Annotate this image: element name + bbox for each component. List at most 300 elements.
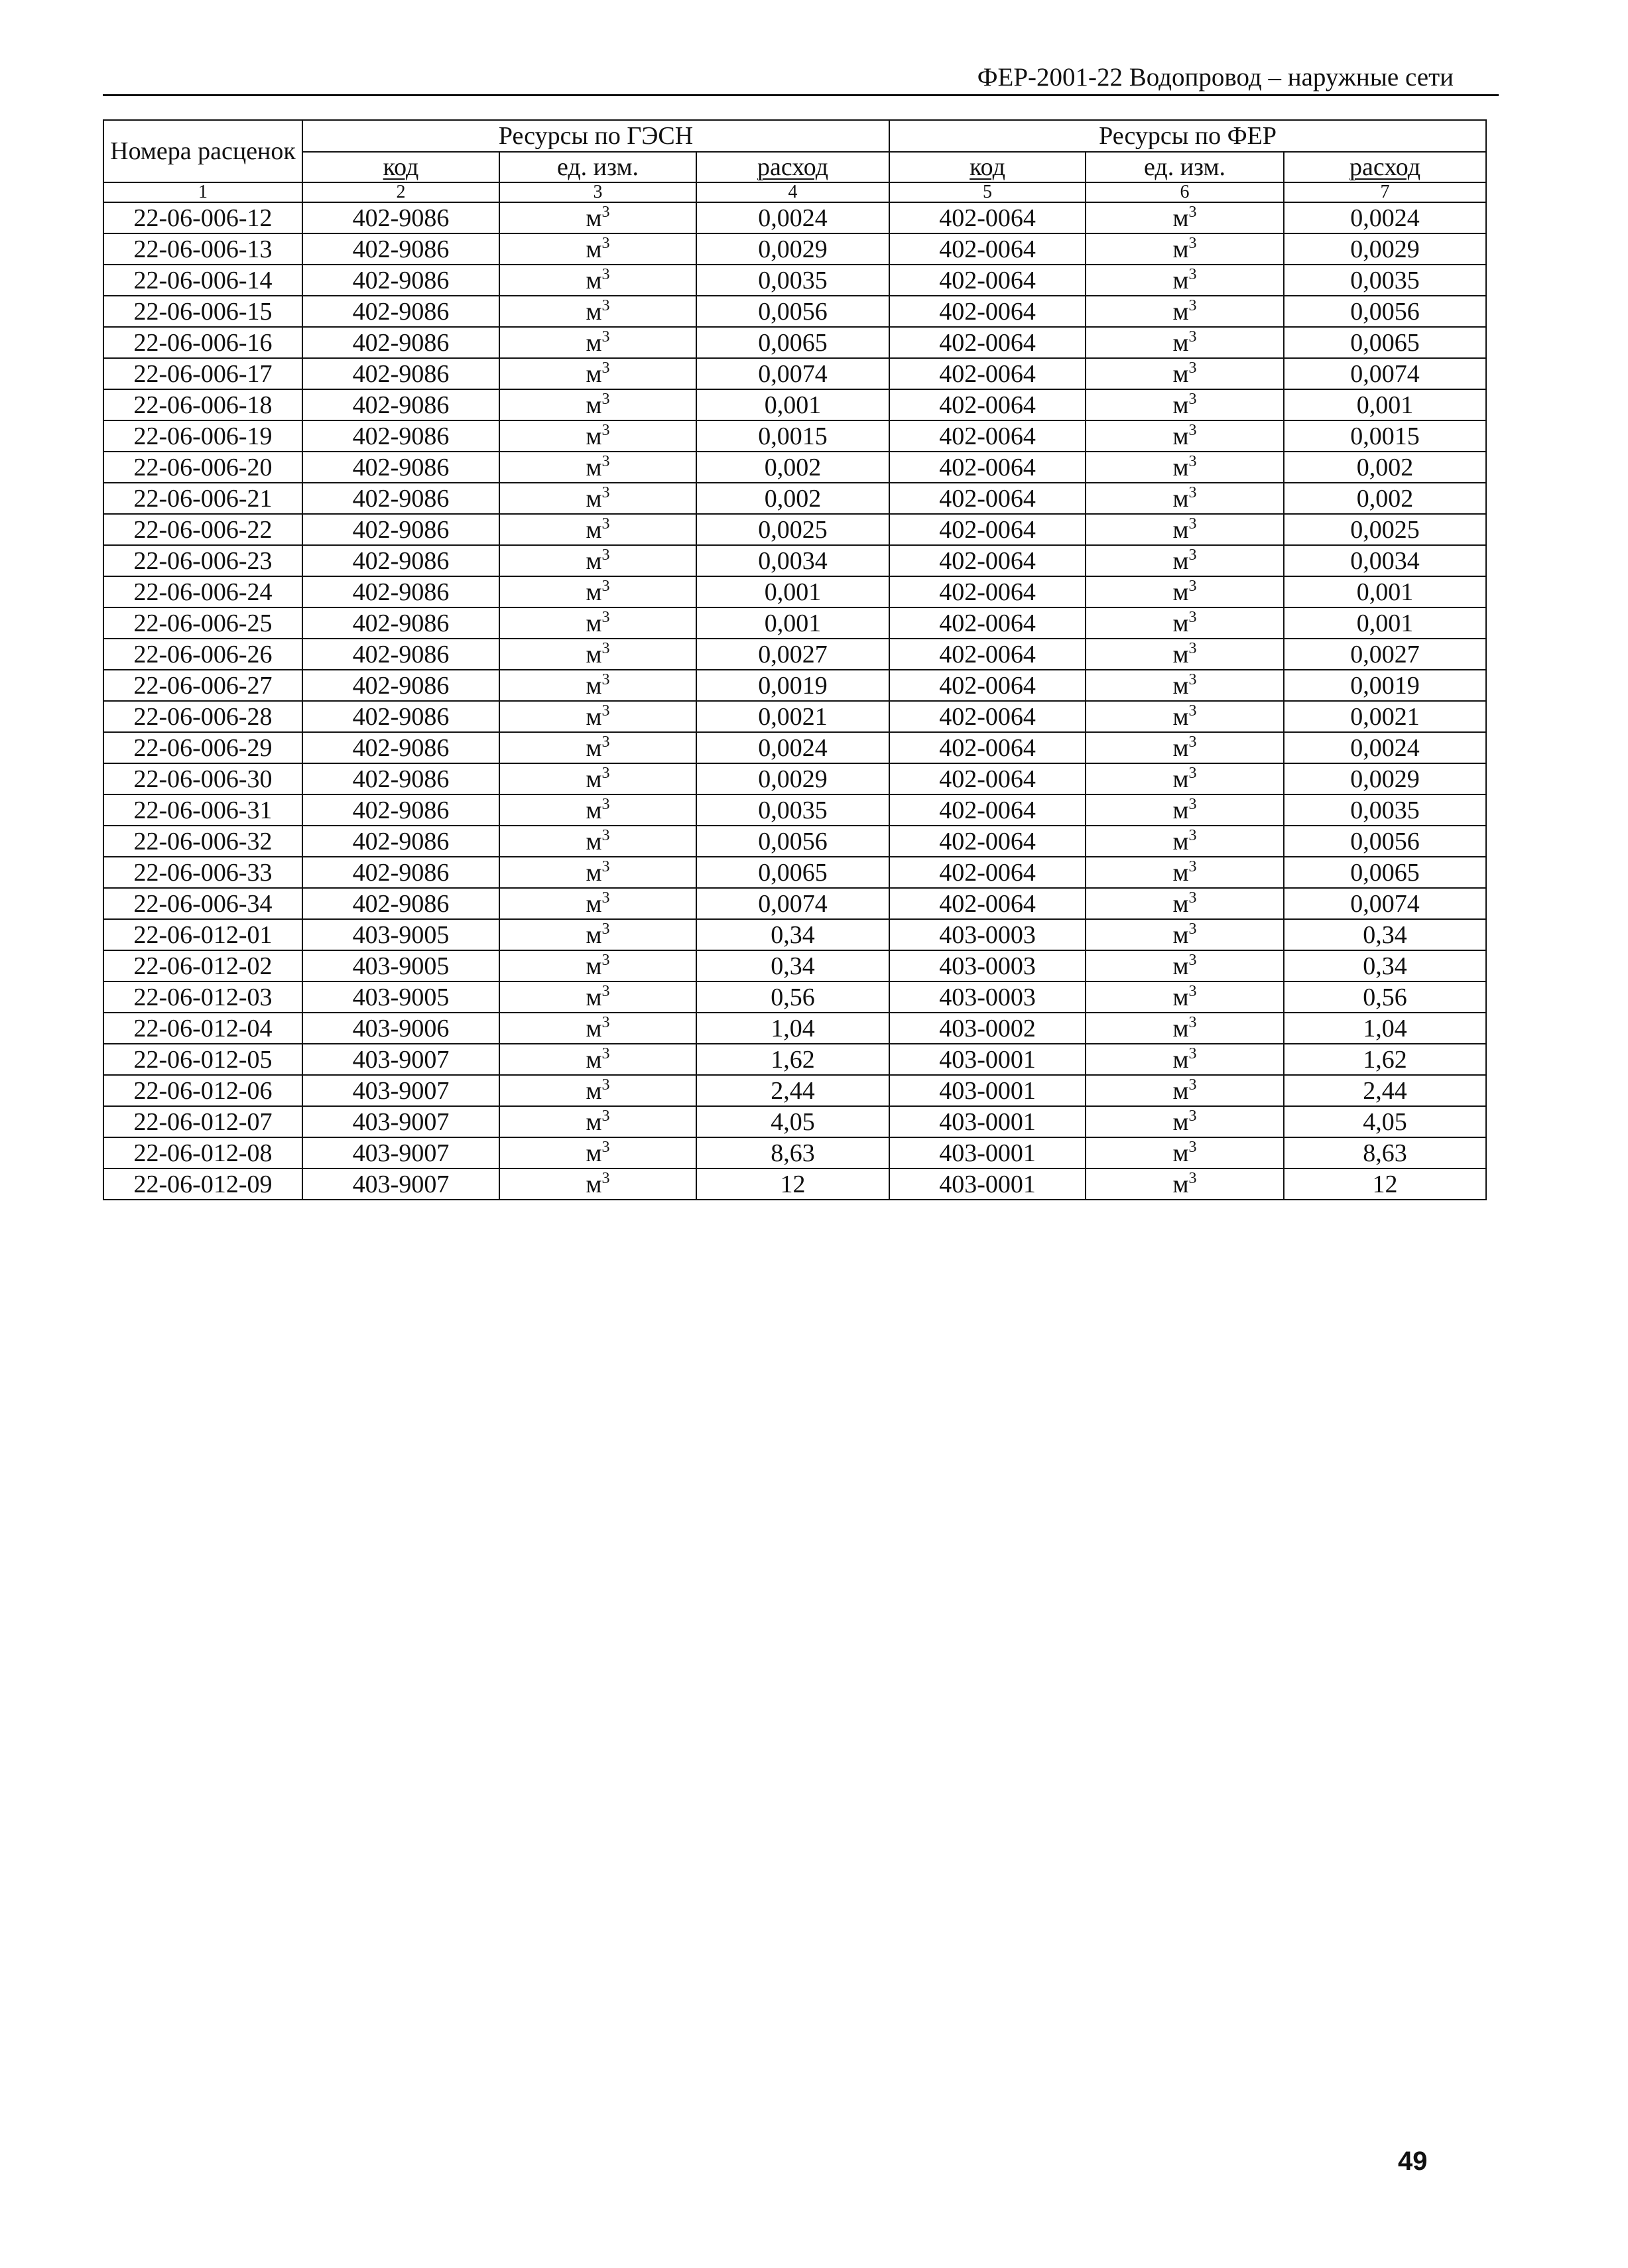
header-fer-consumption [1284, 152, 1486, 182]
rate-number-cell: 22-06-006-13 [103, 233, 302, 265]
resources-table-body [103, 120, 1486, 1200]
unit-exponent: 3 [601, 390, 610, 408]
unit-exponent: 3 [1188, 203, 1197, 221]
table-row [103, 420, 1486, 452]
fer-unit-cell [1086, 233, 1284, 265]
unit-symbol: м [586, 1014, 602, 1042]
column-number: 4 [696, 182, 889, 202]
rate-number-cell: 22-06-006-12 [103, 202, 302, 233]
unit-symbol: м [1172, 359, 1189, 388]
unit-symbol: м [1172, 796, 1189, 824]
unit-exponent: 3 [601, 608, 610, 626]
unit-exponent: 3 [1188, 1169, 1197, 1187]
table-row [103, 732, 1486, 763]
header-fer-unit-label: ед. изм. [1144, 153, 1226, 181]
fer-consumption-cell: 0,0074 [1284, 888, 1486, 919]
table-row [103, 1044, 1486, 1075]
gesn-unit-cell [499, 919, 696, 950]
unit-symbol: м [1172, 266, 1189, 294]
column-number: 7 [1284, 182, 1486, 202]
unit-exponent: 3 [1188, 889, 1197, 907]
table-row [103, 981, 1486, 1013]
unit-symbol: м [586, 391, 602, 419]
gesn-unit-cell [499, 701, 696, 732]
unit-exponent: 3 [1188, 920, 1197, 938]
gesn-code-cell: 402-9086 [302, 670, 499, 701]
fer-code-cell: 403-0001 [889, 1168, 1086, 1200]
rate-number-cell: 22-06-006-32 [103, 826, 302, 857]
rate-number-cell: 22-06-012-04 [103, 1013, 302, 1044]
gesn-code-cell: 402-9086 [302, 576, 499, 607]
fer-unit-cell [1086, 732, 1284, 763]
table-row [103, 358, 1486, 389]
gesn-consumption-cell: 0,0035 [696, 265, 889, 296]
rate-number-cell: 22-06-006-24 [103, 576, 302, 607]
fer-unit-cell [1086, 888, 1284, 919]
fer-consumption-cell: 0,002 [1284, 452, 1486, 483]
fer-consumption-cell: 0,002 [1284, 483, 1486, 514]
unit-exponent: 3 [601, 826, 610, 844]
unit-symbol: м [586, 765, 602, 793]
unit-symbol: м [586, 266, 602, 294]
fer-consumption-cell: 0,0056 [1284, 296, 1486, 327]
gesn-unit-cell [499, 857, 696, 888]
unit-exponent: 3 [601, 234, 610, 252]
gesn-code-cell: 403-9005 [302, 919, 499, 950]
unit-exponent: 3 [601, 1107, 610, 1125]
fer-consumption-cell: 0,0024 [1284, 732, 1486, 763]
unit-symbol: м [1172, 328, 1189, 357]
unit-exponent: 3 [1188, 982, 1197, 1000]
fer-consumption-cell: 0,001 [1284, 576, 1486, 607]
rate-number-cell: 22-06-006-34 [103, 888, 302, 919]
unit-symbol: м [1172, 858, 1189, 887]
table-row [103, 888, 1486, 919]
gesn-consumption-cell: 0,0074 [696, 358, 889, 389]
gesn-code-cell: 402-9086 [302, 639, 499, 670]
fer-consumption-cell: 0,0034 [1284, 545, 1486, 576]
gesn-code-cell: 402-9086 [302, 826, 499, 857]
gesn-unit-cell [499, 794, 696, 826]
unit-symbol: м [586, 328, 602, 357]
gesn-consumption-cell: 0,001 [696, 576, 889, 607]
gesn-consumption-cell: 0,56 [696, 981, 889, 1013]
unit-exponent: 3 [601, 795, 610, 813]
unit-exponent: 3 [1188, 670, 1197, 688]
gesn-code-cell: 402-9086 [302, 857, 499, 888]
unit-symbol: м [586, 640, 602, 668]
fer-unit-cell [1086, 358, 1284, 389]
unit-symbol: м [586, 671, 602, 700]
unit-exponent: 3 [1188, 546, 1197, 564]
gesn-unit-cell [499, 296, 696, 327]
unit-symbol: м [1172, 920, 1189, 949]
unit-symbol: м [586, 952, 602, 980]
rate-number-cell: 22-06-012-09 [103, 1168, 302, 1200]
fer-consumption-cell: 0,0065 [1284, 327, 1486, 358]
unit-symbol: м [1172, 204, 1189, 232]
gesn-consumption-cell: 8,63 [696, 1137, 889, 1168]
fer-unit-cell [1086, 701, 1284, 732]
gesn-consumption-cell: 0,0027 [696, 639, 889, 670]
rate-number-cell: 22-06-012-08 [103, 1137, 302, 1168]
gesn-unit-cell [499, 202, 696, 233]
fer-unit-cell [1086, 794, 1284, 826]
gesn-unit-cell [499, 389, 696, 420]
unit-symbol: м [1172, 765, 1189, 793]
fer-consumption-cell: 0,0056 [1284, 826, 1486, 857]
gesn-unit-cell [499, 1137, 696, 1168]
column-number: 2 [302, 182, 499, 202]
table-row [103, 233, 1486, 265]
unit-symbol: м [1172, 702, 1189, 731]
unit-symbol: м [1172, 1045, 1189, 1074]
unit-symbol: м [1172, 1170, 1189, 1198]
gesn-unit-cell [499, 888, 696, 919]
table-row [103, 389, 1486, 420]
rate-number-cell: 22-06-006-27 [103, 670, 302, 701]
table-row [103, 857, 1486, 888]
column-number: 1 [103, 182, 302, 202]
rate-number-cell: 22-06-006-20 [103, 452, 302, 483]
table-row [103, 794, 1486, 826]
gesn-consumption-cell: 0,0056 [696, 296, 889, 327]
fer-unit-cell [1086, 763, 1284, 794]
unit-exponent: 3 [1188, 390, 1197, 408]
gesn-consumption-cell: 0,34 [696, 919, 889, 950]
unit-symbol: м [1172, 1139, 1189, 1167]
fer-consumption-cell: 4,05 [1284, 1106, 1486, 1137]
gesn-code-cell: 403-9007 [302, 1168, 499, 1200]
fer-consumption-cell: 0,34 [1284, 950, 1486, 981]
unit-exponent: 3 [601, 452, 610, 470]
unit-symbol: м [586, 889, 602, 918]
header-row-groups [103, 120, 1486, 152]
header-group-gesn: Ресурсы по ГЭСН [302, 120, 889, 152]
unit-symbol: м [586, 827, 602, 855]
fer-unit-cell [1086, 296, 1284, 327]
rate-number-cell: 22-06-006-31 [103, 794, 302, 826]
unit-exponent: 3 [601, 328, 610, 346]
table-row [103, 919, 1486, 950]
rate-number-cell: 22-06-006-14 [103, 265, 302, 296]
gesn-consumption-cell: 0,0065 [696, 327, 889, 358]
fer-code-cell: 402-0064 [889, 483, 1086, 514]
unit-symbol: м [1172, 827, 1189, 855]
fer-unit-cell [1086, 545, 1284, 576]
unit-symbol: м [1172, 297, 1189, 326]
gesn-code-cell: 402-9086 [302, 327, 499, 358]
gesn-unit-cell [499, 483, 696, 514]
fer-unit-cell [1086, 202, 1284, 233]
table-row [103, 950, 1486, 981]
gesn-unit-cell [499, 639, 696, 670]
gesn-code-cell: 403-9007 [302, 1075, 499, 1106]
unit-exponent: 3 [1188, 1076, 1197, 1094]
unit-exponent: 3 [1188, 857, 1197, 875]
table-row [103, 1137, 1486, 1168]
table-row [103, 483, 1486, 514]
unit-exponent: 3 [601, 1013, 610, 1031]
unit-exponent: 3 [601, 1138, 610, 1156]
fer-code-cell: 402-0064 [889, 233, 1086, 265]
gesn-consumption-cell: 0,0065 [696, 857, 889, 888]
fer-code-cell: 402-0064 [889, 888, 1086, 919]
gesn-consumption-cell: 0,0024 [696, 732, 889, 763]
table-row [103, 576, 1486, 607]
fer-unit-cell [1086, 483, 1284, 514]
table-row [103, 639, 1486, 670]
fer-code-cell: 402-0064 [889, 701, 1086, 732]
unit-symbol: м [586, 920, 602, 949]
unit-exponent: 3 [601, 1076, 610, 1094]
fer-consumption-cell: 0,0035 [1284, 265, 1486, 296]
unit-symbol: м [1172, 889, 1189, 918]
gesn-code-cell: 402-9086 [302, 452, 499, 483]
unit-symbol: м [586, 546, 602, 575]
unit-symbol: м [586, 484, 602, 513]
column-number: 3 [499, 182, 696, 202]
gesn-code-cell: 402-9086 [302, 389, 499, 420]
gesn-consumption-cell: 1,04 [696, 1013, 889, 1044]
rate-number-cell: 22-06-006-26 [103, 639, 302, 670]
fer-code-cell: 403-0003 [889, 950, 1086, 981]
unit-symbol: м [586, 796, 602, 824]
rate-number-cell: 22-06-006-23 [103, 545, 302, 576]
gesn-code-cell: 402-9086 [302, 701, 499, 732]
fer-consumption-cell: 0,0021 [1284, 701, 1486, 732]
unit-exponent: 3 [1188, 608, 1197, 626]
unit-exponent: 3 [601, 1169, 610, 1187]
gesn-unit-cell [499, 420, 696, 452]
table-row [103, 452, 1486, 483]
table-row [103, 607, 1486, 639]
rate-number-cell: 22-06-006-28 [103, 701, 302, 732]
unit-exponent: 3 [601, 857, 610, 875]
table-row [103, 202, 1486, 233]
fer-code-cell: 402-0064 [889, 545, 1086, 576]
gesn-consumption-cell: 0,34 [696, 950, 889, 981]
fer-unit-cell [1086, 452, 1284, 483]
unit-exponent: 3 [1188, 1107, 1197, 1125]
table-row [103, 545, 1486, 576]
rate-number-cell: 22-06-012-01 [103, 919, 302, 950]
gesn-code-cell: 402-9086 [302, 888, 499, 919]
fer-unit-cell [1086, 857, 1284, 888]
gesn-unit-cell [499, 1106, 696, 1137]
unit-symbol: м [586, 1107, 602, 1136]
table-row [103, 826, 1486, 857]
gesn-code-cell: 402-9086 [302, 732, 499, 763]
unit-exponent: 3 [1188, 421, 1197, 439]
table-row [103, 265, 1486, 296]
fer-unit-cell [1086, 420, 1284, 452]
gesn-code-cell: 402-9086 [302, 358, 499, 389]
unit-symbol: м [586, 983, 602, 1011]
fer-unit-cell [1086, 1137, 1284, 1168]
fer-unit-cell [1086, 919, 1284, 950]
header-gesn-unit-label: ед. изм. [556, 153, 639, 181]
unit-symbol: м [586, 1170, 602, 1198]
unit-symbol: м [586, 359, 602, 388]
unit-exponent: 3 [1188, 577, 1197, 595]
fer-code-cell: 402-0064 [889, 732, 1086, 763]
unit-exponent: 3 [601, 889, 610, 907]
fer-code-cell: 402-0064 [889, 358, 1086, 389]
unit-exponent: 3 [1188, 1044, 1197, 1062]
unit-symbol: м [586, 453, 602, 481]
fer-code-cell: 402-0064 [889, 296, 1086, 327]
rate-number-cell: 22-06-006-21 [103, 483, 302, 514]
gesn-code-cell: 403-9005 [302, 981, 499, 1013]
unit-exponent: 3 [601, 639, 610, 657]
fer-consumption-cell: 0,0065 [1284, 857, 1486, 888]
gesn-code-cell: 402-9086 [302, 763, 499, 794]
fer-consumption-cell: 0,0024 [1284, 202, 1486, 233]
header-row-subcolumns [103, 152, 1486, 182]
gesn-consumption-cell: 12 [696, 1168, 889, 1200]
gesn-code-cell: 402-9086 [302, 607, 499, 639]
column-number: 5 [889, 182, 1086, 202]
fer-consumption-cell: 0,0074 [1284, 358, 1486, 389]
fer-consumption-cell: 8,63 [1284, 1137, 1486, 1168]
header-fer-code-label: код [970, 153, 1005, 181]
unit-symbol: м [586, 204, 602, 232]
unit-symbol: м [1172, 1076, 1189, 1105]
fer-unit-cell [1086, 607, 1284, 639]
table-row [103, 296, 1486, 327]
gesn-unit-cell [499, 545, 696, 576]
gesn-code-cell: 402-9086 [302, 514, 499, 545]
fer-consumption-cell: 2,44 [1284, 1075, 1486, 1106]
unit-symbol: м [1172, 733, 1189, 762]
unit-exponent: 3 [601, 515, 610, 533]
gesn-code-cell: 403-9006 [302, 1013, 499, 1044]
fer-consumption-cell: 0,56 [1284, 981, 1486, 1013]
unit-exponent: 3 [601, 733, 610, 751]
gesn-unit-cell [499, 327, 696, 358]
unit-symbol: м [586, 858, 602, 887]
gesn-consumption-cell: 0,002 [696, 483, 889, 514]
unit-exponent: 3 [1188, 733, 1197, 751]
unit-symbol: м [586, 578, 602, 606]
table-row [103, 514, 1486, 545]
table-row [103, 763, 1486, 794]
fer-code-cell: 402-0064 [889, 389, 1086, 420]
table-row [103, 1106, 1486, 1137]
unit-exponent: 3 [601, 920, 610, 938]
table-row [103, 701, 1486, 732]
gesn-unit-cell [499, 514, 696, 545]
gesn-consumption-cell: 0,0035 [696, 794, 889, 826]
unit-exponent: 3 [601, 265, 610, 283]
fer-consumption-cell: 0,0015 [1284, 420, 1486, 452]
unit-exponent: 3 [1188, 764, 1197, 782]
fer-code-cell: 402-0064 [889, 327, 1086, 358]
gesn-consumption-cell: 0,0029 [696, 763, 889, 794]
fer-code-cell: 402-0064 [889, 794, 1086, 826]
unit-exponent: 3 [601, 670, 610, 688]
gesn-unit-cell [499, 607, 696, 639]
column-number: 6 [1086, 182, 1284, 202]
rate-number-cell: 22-06-006-25 [103, 607, 302, 639]
unit-symbol: м [586, 702, 602, 731]
header-gesn-code [302, 152, 499, 182]
fer-consumption-cell: 0,0025 [1284, 514, 1486, 545]
unit-exponent: 3 [1188, 452, 1197, 470]
gesn-unit-cell [499, 358, 696, 389]
fer-code-cell: 402-0064 [889, 670, 1086, 701]
header-row-column-numbers [103, 182, 1486, 202]
fer-consumption-cell: 0,001 [1284, 389, 1486, 420]
unit-symbol: м [1172, 1014, 1189, 1042]
unit-symbol: м [1172, 952, 1189, 980]
rate-number-cell: 22-06-012-02 [103, 950, 302, 981]
unit-exponent: 3 [601, 359, 610, 377]
fer-consumption-cell: 0,001 [1284, 607, 1486, 639]
gesn-code-cell: 402-9086 [302, 483, 499, 514]
gesn-unit-cell [499, 826, 696, 857]
fer-code-cell: 403-0003 [889, 919, 1086, 950]
unit-exponent: 3 [601, 577, 610, 595]
rate-number-cell: 22-06-012-03 [103, 981, 302, 1013]
gesn-consumption-cell: 0,002 [696, 452, 889, 483]
fer-unit-cell [1086, 389, 1284, 420]
rate-number-cell: 22-06-006-18 [103, 389, 302, 420]
gesn-unit-cell [499, 1013, 696, 1044]
rate-number-cell: 22-06-006-16 [103, 327, 302, 358]
running-header [103, 61, 1499, 96]
unit-symbol: м [1172, 640, 1189, 668]
fer-unit-cell [1086, 327, 1284, 358]
unit-exponent: 3 [601, 1044, 610, 1062]
fer-consumption-cell: 0,0029 [1284, 763, 1486, 794]
fer-consumption-cell: 0,0027 [1284, 639, 1486, 670]
gesn-unit-cell [499, 265, 696, 296]
fer-code-cell: 403-0001 [889, 1137, 1086, 1168]
gesn-unit-cell [499, 670, 696, 701]
table-row [103, 1013, 1486, 1044]
unit-symbol: м [1172, 983, 1189, 1011]
rate-number-cell: 22-06-006-29 [103, 732, 302, 763]
rate-number-cell: 22-06-006-22 [103, 514, 302, 545]
fer-code-cell: 403-0002 [889, 1013, 1086, 1044]
gesn-code-cell: 403-9007 [302, 1044, 499, 1075]
unit-symbol: м [1172, 391, 1189, 419]
gesn-consumption-cell: 0,0024 [696, 202, 889, 233]
rate-number-cell: 22-06-012-06 [103, 1075, 302, 1106]
gesn-code-cell: 403-9007 [302, 1106, 499, 1137]
rate-number-cell: 22-06-006-30 [103, 763, 302, 794]
gesn-consumption-cell: 0,0025 [696, 514, 889, 545]
unit-exponent: 3 [1188, 1138, 1197, 1156]
gesn-code-cell: 402-9086 [302, 420, 499, 452]
header-gesn-consumption-label: расход [757, 153, 829, 181]
gesn-unit-cell [499, 950, 696, 981]
rate-number-cell: 22-06-006-15 [103, 296, 302, 327]
gesn-code-cell: 402-9086 [302, 794, 499, 826]
fer-unit-cell [1086, 1044, 1284, 1075]
gesn-consumption-cell: 0,001 [696, 389, 889, 420]
fer-code-cell: 402-0064 [889, 452, 1086, 483]
unit-symbol: м [586, 235, 602, 263]
gesn-consumption-cell: 1,62 [696, 1044, 889, 1075]
unit-exponent: 3 [1188, 359, 1197, 377]
gesn-code-cell: 402-9086 [302, 202, 499, 233]
unit-symbol: м [586, 609, 602, 637]
fer-code-cell: 402-0064 [889, 202, 1086, 233]
unit-exponent: 3 [1188, 234, 1197, 252]
